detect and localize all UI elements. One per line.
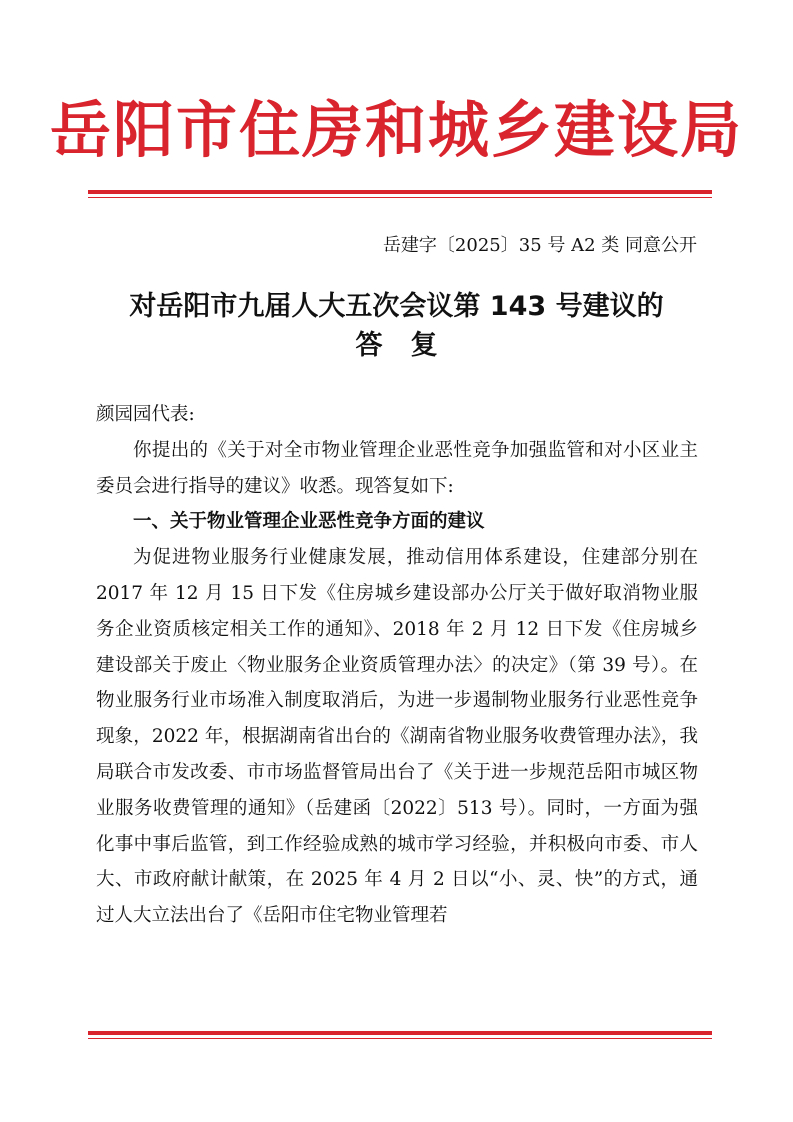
body-paragraph: 你提出的《关于对全市物业管理企业恶性竞争加强监管和对小区业主委员会进行指导的建议》收悉。现答复如下: — [96, 439, 698, 497]
document-number: 岳建字〔2025〕35 号 A2 类 同意公开 — [382, 235, 697, 256]
issuing-authority-masthead: 岳阳市住房和城乡建设局 — [49, 95, 743, 166]
document-body — [96, 397, 698, 934]
footer-divider — [88, 1031, 712, 1039]
body-paragraph: 为促进物业服务行业健康发展，推动信用体系建设，住建部分别在 2017 年 12 月 15 日下发《住房城乡建设部办公厅关于做好取消物业服务企业资质核定相关工作的通知》、2018 年 2 月 12 日下发《住房城乡建设部关于废止〈物业服务企业资质管理办法〉的决定》（第 39 号）。在物业服务行业市场准入制度取消后，为进一步遏制物业服务行业恶性竞争现象，2022 年，根据湖南省出台的《湖南省物业服务收费管理办法》，我局联合市发改委、市市场监督管局出台了《关于进一步规范岳阳市城区物业服务收费管理的通知》（岳建函〔2022〕513 号）。同时，一方面为强化事中事后监管，到工作经验成熟的城市学习经验，并积极向市委、市人大、市政府献计献策，在 2025 年 4 月 2 日以“小、灵、快”的方式，通过人大立法出台了《岳阳市住宅物业管理若 — [96, 547, 698, 927]
document-title-line-1: 对岳阳市九届人大五次会议第 143 号建议的 — [129, 291, 664, 322]
salutation: 颜园园代表: — [96, 404, 195, 425]
masthead-divider — [88, 190, 712, 198]
section-heading: 一、关于物业管理企业恶性竞争方面的建议 — [133, 511, 485, 533]
document-title-line-2: 答复 — [355, 330, 466, 361]
